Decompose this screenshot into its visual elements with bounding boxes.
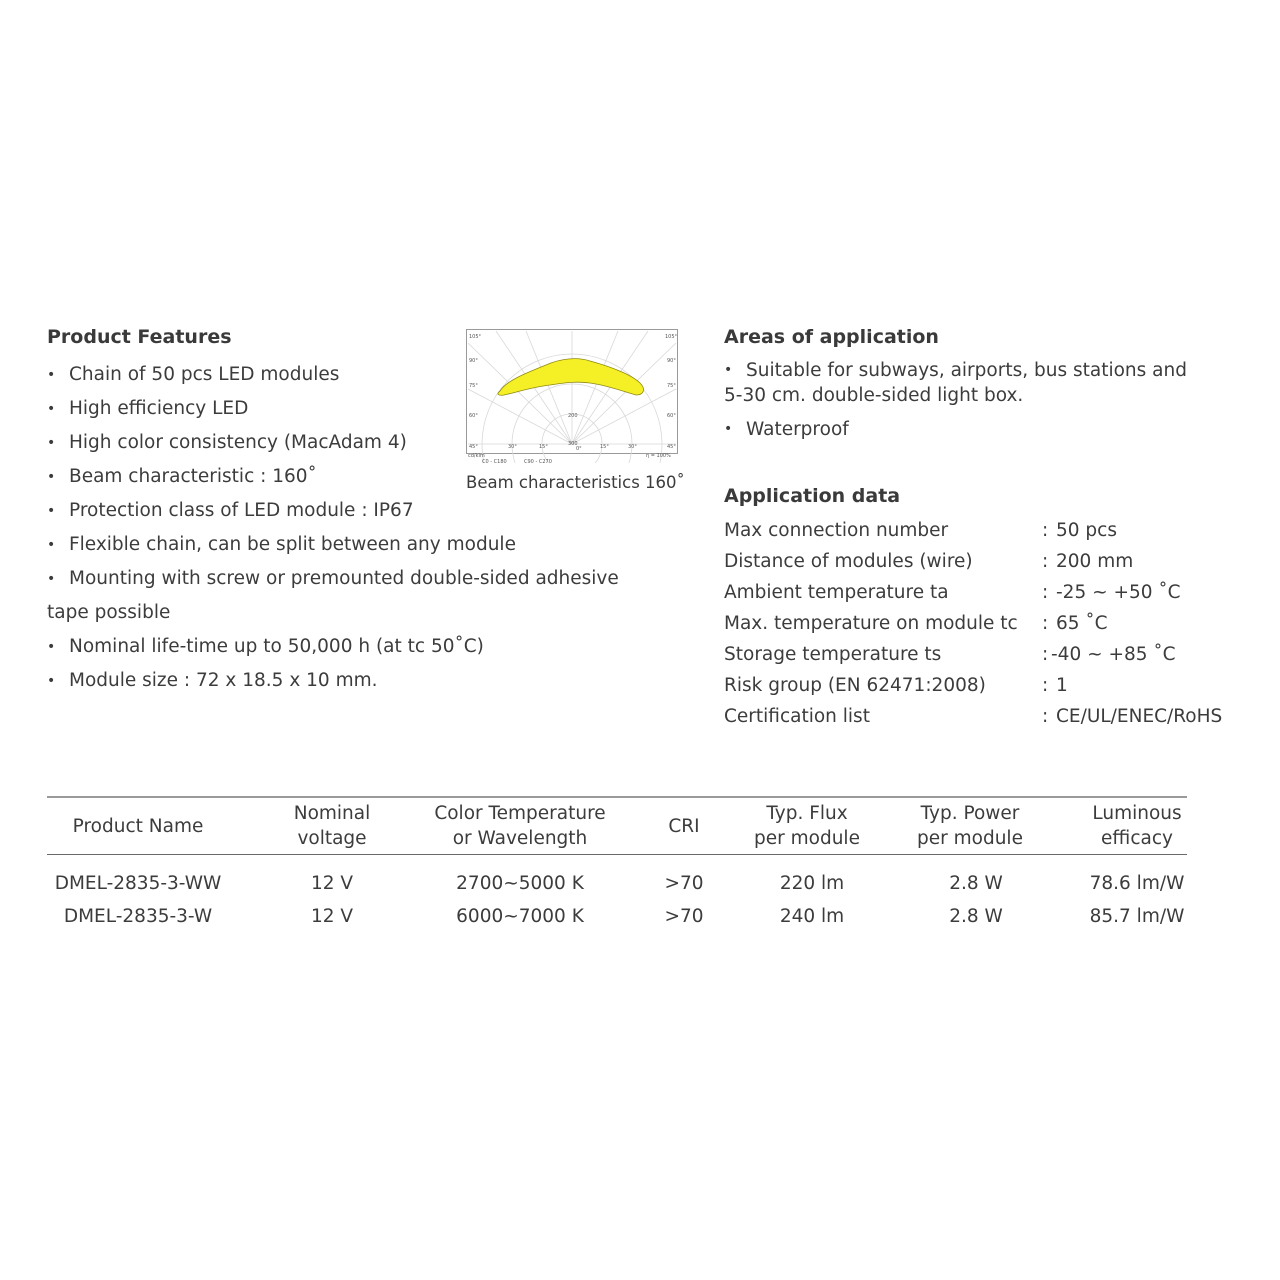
table-header-color-temp: Color Temperature or Wavelength bbox=[434, 803, 606, 849]
app-data-colon: : bbox=[1042, 551, 1049, 572]
bottom-angle-label: 30° bbox=[628, 444, 637, 450]
app-data-value: 65 ˚C bbox=[1056, 613, 1108, 634]
app-data-label: Ambient temperature ta bbox=[724, 582, 949, 603]
area-item-line1: Waterproof bbox=[746, 419, 849, 440]
app-data-value: 1 bbox=[1056, 675, 1068, 696]
table-cell: 85.7 lm/W bbox=[1089, 906, 1185, 927]
table-header-power: Typ. Power per module bbox=[917, 803, 1023, 849]
legend-c90: C90 - C270 bbox=[524, 459, 552, 463]
feature-item: • Beam characteristic : 160˚ bbox=[47, 460, 647, 494]
app-data-label: Risk group (EN 62471:2008) bbox=[724, 675, 986, 696]
angle-label: 105° bbox=[469, 334, 482, 340]
radial-label: 200 bbox=[568, 413, 578, 419]
areas-list bbox=[724, 358, 1224, 451]
angle-label: 75° bbox=[469, 383, 478, 389]
angle-label: 75° bbox=[667, 383, 676, 389]
app-data-label: Max. temperature on module tc bbox=[724, 613, 1018, 634]
bottom-angle-label: 15° bbox=[539, 444, 548, 450]
table-cell: >70 bbox=[664, 906, 704, 927]
table-cell: 2.8 W bbox=[949, 873, 1003, 894]
beam-chart-caption: Beam characteristics 160˚ bbox=[466, 473, 685, 492]
angle-label: 45° bbox=[469, 444, 478, 450]
area-item-line1: Suitable for subways, airports, bus stations and bbox=[746, 360, 1187, 381]
table-cell: 12 V bbox=[310, 906, 354, 927]
area-item-line2: 5-30 cm. double-sided light box. bbox=[724, 385, 1024, 406]
table-header-rule bbox=[47, 854, 1187, 855]
app-data-label: Distance of modules (wire) bbox=[724, 551, 973, 572]
app-data-value: CE/UL/ENEC/RoHS bbox=[1056, 706, 1223, 727]
app-data-value: 50 pcs bbox=[1056, 520, 1117, 541]
table-cell: 12 V bbox=[310, 873, 354, 894]
table-cell: DMEL-2835-3-W bbox=[63, 906, 213, 927]
feature-item: • Nominal life-time up to 50,000 h (at tc 50˚C) bbox=[47, 630, 647, 664]
legend-c0: C0 - C180 bbox=[482, 459, 507, 463]
feature-item: • High efficiency LED bbox=[47, 392, 647, 426]
feature-item: • Protection class of LED module : IP67 bbox=[47, 494, 647, 528]
unit-label: cd/klm bbox=[468, 453, 485, 459]
table-header-cri: CRI bbox=[668, 816, 700, 837]
table-header-voltage: Nominal voltage bbox=[293, 803, 371, 849]
feature-item: • Chain of 50 pcs LED modules bbox=[47, 358, 647, 392]
table-top-rule bbox=[47, 796, 1187, 798]
angle-label: 105° bbox=[665, 334, 678, 340]
table-cell: 240 lm bbox=[779, 906, 845, 927]
application-data-title: Application data bbox=[724, 485, 901, 507]
table-cell: >70 bbox=[664, 873, 704, 894]
product-features-title: Product Features bbox=[47, 326, 232, 348]
table-cell: 2700~5000 K bbox=[456, 873, 584, 894]
angle-label: 60° bbox=[469, 413, 478, 419]
app-data-label: Certification list bbox=[724, 706, 870, 727]
table-cell: 6000~7000 K bbox=[456, 906, 584, 927]
feature-item: • Mounting with screw or premounted double-sided adhesive bbox=[47, 562, 647, 596]
app-data-value: 200 mm bbox=[1056, 551, 1134, 572]
app-data-colon: : bbox=[1042, 582, 1049, 603]
angle-label: 90° bbox=[469, 358, 478, 364]
table-header-efficacy: Luminous efficacy bbox=[1092, 803, 1182, 849]
app-data-colon: : bbox=[1042, 644, 1049, 665]
areas-title: Areas of application bbox=[724, 326, 939, 348]
app-data-colon: : bbox=[1042, 520, 1049, 541]
angle-label: 45° bbox=[667, 444, 676, 450]
beam-characteristics-chart bbox=[466, 329, 678, 463]
bottom-angle-label: 0° bbox=[576, 446, 582, 452]
radial-label: 300 bbox=[568, 441, 578, 447]
app-data-colon: : bbox=[1042, 706, 1049, 727]
feature-item: • Flexible chain, can be split between any module bbox=[47, 528, 647, 562]
angle-label: 90° bbox=[667, 358, 676, 364]
app-data-value: -40 ~ +85 ˚C bbox=[1051, 644, 1176, 665]
angle-label: 60° bbox=[667, 413, 676, 419]
app-data-label: Max connection number bbox=[724, 520, 949, 541]
feature-item-continuation: tape possible bbox=[47, 602, 171, 623]
app-data-label: Storage temperature ts bbox=[724, 644, 942, 665]
table-cell: 78.6 lm/W bbox=[1089, 873, 1185, 894]
app-data-colon: : bbox=[1042, 675, 1049, 696]
eta-label: η = 100% bbox=[646, 453, 671, 459]
table-header-product-name: Product Name bbox=[72, 816, 204, 837]
table-cell: 2.8 W bbox=[949, 906, 1003, 927]
area-item bbox=[724, 358, 1224, 408]
table-header-flux: Typ. Flux per module bbox=[754, 803, 860, 849]
bottom-angle-label: 15° bbox=[600, 444, 609, 450]
feature-item: • High color consistency (MacAdam 4) bbox=[47, 426, 647, 460]
app-data-value: -25 ~ +50 ˚C bbox=[1056, 582, 1181, 603]
app-data-colon: : bbox=[1042, 613, 1049, 634]
table-cell: 220 lm bbox=[779, 873, 845, 894]
area-item bbox=[724, 417, 1224, 442]
feature-item: • Module size : 72 x 18.5 x 10 mm. bbox=[47, 664, 647, 698]
table-cell: DMEL-2835-3-WW bbox=[54, 873, 222, 894]
bottom-angle-label: 30° bbox=[508, 444, 517, 450]
